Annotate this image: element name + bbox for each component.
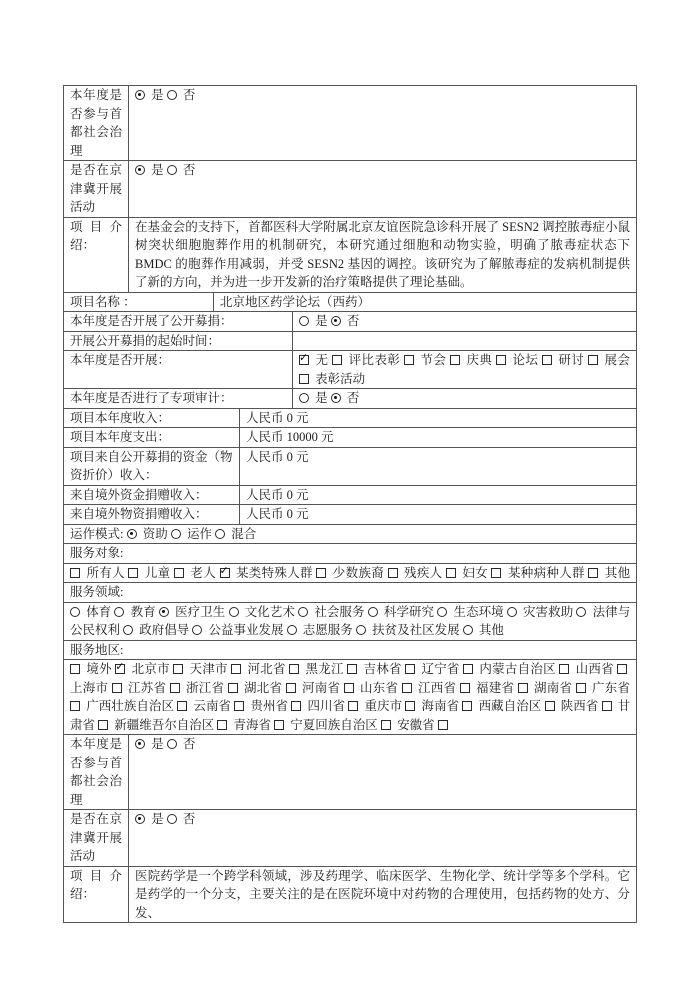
radio-icon <box>127 529 137 539</box>
option-label: 北京市 <box>131 662 170 676</box>
checkbox-icon <box>112 683 122 693</box>
radio-icon <box>171 529 181 539</box>
checkbox-icon <box>174 568 184 578</box>
option-label: 河北省 <box>247 662 286 676</box>
label-activities: 本年度是否开展： <box>64 351 293 388</box>
checkbox-icon <box>542 355 552 365</box>
radio-option[interactable] <box>463 623 504 637</box>
radio-option[interactable] <box>299 391 328 405</box>
option-label: 上海市 <box>70 680 109 695</box>
checkbox-icon <box>299 355 309 365</box>
label-service-target: 服务对象: <box>70 546 124 560</box>
option-label: 山西省 <box>575 662 614 676</box>
annual-expense-value: 人民币 10000 元 <box>246 430 334 444</box>
option-label: 内蒙古自治区 <box>479 662 556 676</box>
radio-option[interactable] <box>135 737 164 751</box>
radio-option[interactable] <box>368 605 434 619</box>
option-label: 天津市 <box>189 662 228 676</box>
radio-icon <box>135 814 145 824</box>
checkbox-icon <box>381 720 391 730</box>
row-special-audit <box>64 388 636 408</box>
radio-icon <box>159 607 169 617</box>
option-label: 湖南省 <box>534 680 573 695</box>
checkbox-option[interactable] <box>588 566 630 580</box>
checkbox-option[interactable] <box>542 353 584 367</box>
social-governance-options <box>129 735 636 809</box>
checkbox-icon <box>286 683 296 693</box>
radio-option[interactable] <box>331 391 360 405</box>
checkbox-option[interactable] <box>174 566 216 580</box>
label-project-intro: 项 目 介 绍： <box>64 218 129 292</box>
radio-option[interactable] <box>167 737 196 751</box>
label-operation-mode: 运作模式: <box>70 526 124 541</box>
checkbox-option[interactable] <box>217 718 271 732</box>
option-label: 境外 <box>86 662 112 676</box>
checkbox-option[interactable] <box>128 566 170 580</box>
radio-option[interactable] <box>70 605 111 619</box>
radio-icon <box>215 529 225 539</box>
radio-icon <box>167 165 177 175</box>
option-label: 老人 <box>190 565 217 580</box>
checkbox-icon <box>289 664 299 674</box>
option-label: 论坛 <box>512 353 539 367</box>
service-area-options <box>64 660 636 734</box>
public-fundraising-income-value: 人民币 0 元 <box>246 449 309 464</box>
row-fundraising-start-time <box>64 331 636 351</box>
option-label: 否 <box>182 737 196 751</box>
radio-option[interactable] <box>135 812 164 826</box>
checkbox-option[interactable] <box>70 699 174 713</box>
radio-icon <box>437 607 447 617</box>
radio-option[interactable] <box>167 88 196 102</box>
label-public-fundraising-income: 项目来自公开募捐的资金（物资折价）收入： <box>64 448 240 485</box>
option-label: 志愿服务 <box>302 623 353 637</box>
checkbox-icon <box>559 664 569 674</box>
option-label: 某类特殊人群 <box>235 565 313 580</box>
radio-icon <box>298 607 308 617</box>
option-label: 某种病种人群 <box>507 565 585 580</box>
checkbox-option[interactable] <box>332 353 400 367</box>
checkbox-icon <box>228 683 238 693</box>
option-label: 是 <box>315 314 328 328</box>
option-label: 教育 <box>130 604 156 619</box>
option-label: 河南省 <box>302 680 341 695</box>
checkbox-icon <box>496 355 506 365</box>
checkbox-icon <box>299 374 309 384</box>
option-label: 法律与公民权利 <box>70 604 631 637</box>
checkbox-option[interactable] <box>115 662 170 676</box>
checkbox-icon <box>450 355 460 365</box>
checkbox-icon <box>220 568 230 578</box>
radio-icon <box>135 739 145 749</box>
checkbox-icon <box>170 683 180 693</box>
checkbox-option[interactable] <box>98 718 214 732</box>
label-jingjinji-activity: 是否在京津冀开展活动 <box>64 161 129 217</box>
radio-icon <box>167 739 177 749</box>
checkbox-icon <box>332 355 342 365</box>
option-label: 是 <box>315 391 328 405</box>
checkbox-option[interactable] <box>405 662 460 676</box>
radio-option[interactable] <box>135 88 164 102</box>
option-label: 其他 <box>604 565 631 580</box>
option-label: 节会 <box>420 353 447 367</box>
option-label: 妇女 <box>462 565 489 580</box>
checkbox-icon <box>344 683 354 693</box>
checkbox-option[interactable] <box>388 566 443 580</box>
option-label: 甘肃省 <box>70 699 631 732</box>
checkbox-option[interactable] <box>545 699 599 713</box>
checkbox-option[interactable] <box>463 662 556 676</box>
checkbox-option[interactable] <box>289 662 344 676</box>
radio-icon <box>356 625 366 635</box>
checkbox-icon <box>70 664 80 674</box>
row-operation-mode <box>64 524 636 544</box>
option-label: 云南省 <box>193 699 232 713</box>
checkbox-icon <box>291 701 301 711</box>
checkbox-option[interactable] <box>588 353 630 367</box>
checkbox-option[interactable] <box>491 566 584 580</box>
option-label: 否 <box>346 391 360 405</box>
operation-mode-cell <box>64 525 636 544</box>
radio-option[interactable] <box>167 812 196 826</box>
radio-option[interactable] <box>123 623 189 637</box>
option-label: 残疾人 <box>404 565 443 580</box>
radio-option[interactable] <box>114 605 155 619</box>
radio-icon <box>135 165 145 175</box>
checkbox-icon <box>491 568 501 578</box>
label-service-field: 服务领域: <box>70 585 124 599</box>
checkbox-option[interactable] <box>299 372 365 386</box>
option-label: 所有人 <box>86 565 125 580</box>
overseas-fund-income-value: 人民币 0 元 <box>246 487 309 502</box>
checkbox-option[interactable] <box>460 681 515 695</box>
radio-icon <box>576 607 586 617</box>
radio-option[interactable] <box>287 623 353 637</box>
checkbox-icon <box>316 568 326 578</box>
checkbox-option[interactable] <box>299 353 329 367</box>
checkbox-option[interactable] <box>344 681 399 695</box>
option-label: 江苏省 <box>128 680 167 695</box>
checkbox-option[interactable] <box>228 681 283 695</box>
checkbox-icon <box>446 568 456 578</box>
option-label: 否 <box>182 88 196 102</box>
checkbox-option[interactable] <box>286 681 341 695</box>
checkbox-icon <box>128 568 138 578</box>
special-audit-options <box>293 389 636 408</box>
checkbox-icon <box>234 701 244 711</box>
label-fundraising-start-time: 开展公开募捐的起始时间： <box>64 332 293 351</box>
option-label: 扶贫及社区发展 <box>372 623 460 637</box>
checkbox-icon <box>274 720 284 730</box>
option-label: 是 <box>151 88 164 102</box>
radio-icon <box>114 607 124 617</box>
radio-icon <box>167 90 177 100</box>
row-service-field-label <box>64 582 636 602</box>
option-label: 资助 <box>142 526 168 541</box>
checkbox-icon <box>388 568 398 578</box>
option-label: 山东省 <box>360 680 399 695</box>
option-label: 社会服务 <box>314 604 365 619</box>
row-service-area-label <box>64 640 636 660</box>
checkbox-icon <box>588 355 598 365</box>
checkbox-icon <box>231 664 241 674</box>
option-label: 体育 <box>86 604 112 619</box>
checkbox-icon <box>617 664 627 674</box>
checkbox-icon <box>463 664 473 674</box>
option-label: 吉林省 <box>363 662 402 676</box>
row-jingjinji-top <box>64 160 636 217</box>
radio-icon <box>331 316 341 326</box>
checkbox-icon <box>98 720 108 730</box>
option-label: 表彰活动 <box>315 371 366 386</box>
checkbox-option[interactable] <box>316 566 384 580</box>
label-project-name: 项目名称 ： <box>64 293 214 312</box>
label-annual-expense: 项目本年度支出： <box>64 428 240 447</box>
checkbox-option[interactable] <box>274 718 378 732</box>
option-label: 展会 <box>604 353 630 367</box>
checkbox-option[interactable] <box>177 699 231 713</box>
checkbox-option[interactable] <box>404 353 446 367</box>
option-label: 浙江省 <box>186 680 225 695</box>
radio-option[interactable] <box>135 163 164 177</box>
radio-option[interactable] <box>507 605 573 619</box>
checkbox-option[interactable] <box>402 681 457 695</box>
checkbox-option[interactable] <box>518 681 573 695</box>
radio-option[interactable] <box>171 527 212 541</box>
checkbox-icon <box>173 664 183 674</box>
label-jingjinji-activity: 是否在京津冀开展活动 <box>64 810 129 866</box>
radio-icon <box>299 316 309 326</box>
row-service-target-options <box>64 563 636 583</box>
project-name-value: 北京地区药学论坛（西药） <box>220 294 371 309</box>
row-social-governance-top <box>64 86 636 160</box>
option-label: 宁夏回族自治区 <box>290 717 378 732</box>
radio-option[interactable] <box>127 527 168 541</box>
checkbox-icon <box>404 355 414 365</box>
row-annual-income <box>64 408 636 428</box>
option-label: 广东省 <box>592 680 630 695</box>
radio-option[interactable] <box>298 605 364 619</box>
radio-icon <box>70 607 80 617</box>
activities-options <box>293 351 636 388</box>
checkbox-icon <box>348 701 358 711</box>
option-label: 辽宁省 <box>421 662 460 676</box>
row-activities-carried-out <box>64 350 636 388</box>
checkbox-option[interactable] <box>450 353 492 367</box>
checkbox-icon <box>518 683 528 693</box>
checkbox-option[interactable] <box>70 662 112 676</box>
checkbox-option[interactable] <box>173 662 228 676</box>
checkbox-icon <box>402 683 412 693</box>
checkbox-icon <box>545 701 555 711</box>
option-label: 重庆市 <box>364 699 403 713</box>
option-label: 福建省 <box>476 680 515 695</box>
checkbox-option[interactable] <box>291 699 345 713</box>
label-social-governance: 本年度是否参与首都社会治理 <box>64 735 129 809</box>
fundraising-start-time-value[interactable] <box>293 332 636 351</box>
option-label: 其他 <box>478 623 504 637</box>
project-intro-text: 在基金会的支持下，首都医科大学附属北京友谊医院急诊科开展了 SESN2 调控脓毒症小鼠树突状细胞胞葬作用的机制研究，本研究通过细胞和动物实验，明确了脓毒症状态下 BMDC 的胞葬作用减弱，并受 SESN2 基因的调控。该研究为了解脓毒症的发病机制提供了新的方向，并为进一步开发新的治疗策略提供了理论基础。 <box>135 219 630 289</box>
option-label: 西藏自治区 <box>478 699 542 713</box>
radio-icon <box>507 607 517 617</box>
option-label: 评比表彰 <box>348 353 401 367</box>
option-label: 无 <box>315 353 329 367</box>
option-label: 研讨 <box>558 353 585 367</box>
checkbox-icon <box>177 701 187 711</box>
checkbox-icon <box>405 664 415 674</box>
checkbox-option[interactable] <box>170 681 225 695</box>
row-service-field-options <box>64 602 636 640</box>
overseas-goods-income-value: 人民币 0 元 <box>246 507 309 521</box>
checkbox-icon <box>70 701 80 711</box>
radio-option[interactable] <box>159 605 225 619</box>
option-label: 黑龙江 <box>305 662 344 676</box>
option-label: 灾害救助 <box>523 604 574 619</box>
row-public-fundraising-income <box>64 447 636 485</box>
annual-report-form-table <box>63 85 637 923</box>
option-label: 贵州省 <box>250 699 289 713</box>
option-label: 四川省 <box>307 699 346 713</box>
label-overseas-goods-income: 来自境外物资捐赠收入： <box>64 505 240 524</box>
checkbox-option[interactable] <box>347 662 402 676</box>
checkbox-option[interactable] <box>112 681 167 695</box>
row-social-governance-bottom <box>64 734 636 809</box>
checkbox-icon <box>405 701 415 711</box>
option-label: 文化艺术 <box>244 604 295 619</box>
option-label: 安徽省 <box>397 717 435 732</box>
checkbox-icon <box>115 664 125 674</box>
checkbox-icon <box>602 701 612 711</box>
checkbox-option[interactable] <box>70 566 125 580</box>
row-project-intro-bottom <box>64 866 636 923</box>
row-jingjinji-bottom <box>64 809 636 866</box>
checkbox-icon <box>460 683 470 693</box>
project-intro-text: 医院药学是一个跨学科领域，涉及药理学、临床医学、生物化学、统计学等多个学科。它是药学的一个分支，主要关注的是在医院环境中对药物的合理使用，包括药物的处方、分发、 <box>135 868 630 920</box>
option-label: 是 <box>151 163 164 177</box>
option-label: 陕西省 <box>560 699 599 713</box>
checkbox-icon <box>438 720 448 730</box>
option-label: 湖北省 <box>244 680 283 695</box>
radio-option[interactable] <box>192 623 283 637</box>
checkbox-option[interactable] <box>446 566 488 580</box>
option-label: 生态环境 <box>453 604 504 619</box>
option-label: 混合 <box>231 526 257 541</box>
radio-option[interactable] <box>331 314 360 328</box>
radio-option[interactable] <box>437 605 503 619</box>
checkbox-icon <box>576 683 586 693</box>
radio-icon <box>167 814 177 824</box>
checkbox-icon <box>588 568 598 578</box>
row-overseas-goods-income <box>64 504 636 524</box>
radio-icon <box>287 625 297 635</box>
radio-icon <box>299 393 309 403</box>
checkbox-option[interactable] <box>348 699 402 713</box>
radio-option[interactable] <box>215 527 256 541</box>
option-label: 青海省 <box>233 717 272 732</box>
jingjinji-options <box>129 161 636 217</box>
radio-icon <box>368 607 378 617</box>
radio-option[interactable] <box>299 314 328 328</box>
option-label: 政府倡导 <box>139 623 190 637</box>
label-annual-income: 项目本年度收入： <box>64 409 240 428</box>
row-service-area-options <box>64 659 636 734</box>
row-project-intro-top <box>64 217 636 292</box>
checkbox-option[interactable] <box>438 718 451 732</box>
checkbox-option[interactable] <box>405 699 459 713</box>
checkbox-option[interactable] <box>559 662 614 676</box>
option-label: 否 <box>346 314 360 328</box>
option-label: 是 <box>151 737 164 751</box>
jingjinji-options <box>129 810 636 866</box>
service-target-options <box>64 564 636 583</box>
row-overseas-fund-income <box>64 485 636 505</box>
radio-option[interactable] <box>356 623 460 637</box>
label-public-fundraising: 本年度是否开展了公开募捐： <box>64 312 293 331</box>
checkbox-option[interactable] <box>576 681 630 695</box>
option-label: 公益事业发展 <box>208 623 284 637</box>
public-fundraising-options <box>293 312 636 331</box>
radio-option[interactable] <box>229 605 295 619</box>
option-label: 运作 <box>187 526 213 541</box>
option-label: 广西壮族自治区 <box>86 699 175 713</box>
option-label: 医疗卫生 <box>175 604 226 619</box>
row-public-fundraising <box>64 311 636 331</box>
option-label: 新疆维吾尔自治区 <box>114 717 215 732</box>
option-label: 海南省 <box>421 699 460 713</box>
checkbox-option[interactable] <box>234 699 288 713</box>
radio-icon <box>463 625 473 635</box>
radio-icon <box>229 607 239 617</box>
option-label: 庆典 <box>466 353 493 367</box>
label-overseas-fund-income: 来自境外资金捐赠收入： <box>64 486 240 505</box>
radio-icon <box>135 90 145 100</box>
checkbox-icon <box>70 568 80 578</box>
radio-option[interactable] <box>167 163 196 177</box>
label-special-audit: 本年度是否进行了专项审计： <box>64 389 293 408</box>
checkbox-option[interactable] <box>231 662 286 676</box>
checkbox-icon <box>217 720 227 730</box>
annual-income-value: 人民币 0 元 <box>246 410 309 425</box>
row-service-target-label <box>64 543 636 563</box>
operation-mode-options <box>127 527 257 541</box>
checkbox-icon <box>462 701 472 711</box>
checkbox-option[interactable] <box>220 566 313 580</box>
checkbox-option[interactable] <box>462 699 541 713</box>
label-social-governance: 本年度是否参与首都社会治理 <box>64 86 129 160</box>
service-field-options <box>64 603 636 640</box>
option-label: 科学研究 <box>383 604 435 619</box>
option-label: 儿童 <box>144 565 171 580</box>
label-service-area: 服务地区: <box>70 642 124 657</box>
checkbox-icon <box>347 664 357 674</box>
checkbox-option[interactable] <box>381 718 435 732</box>
option-label: 少数族裔 <box>332 565 385 580</box>
option-label: 否 <box>182 812 196 826</box>
radio-icon <box>192 625 202 635</box>
option-label: 否 <box>182 163 196 177</box>
label-project-intro: 项 目 介 绍： <box>64 867 129 923</box>
radio-icon <box>123 625 133 635</box>
option-label: 江西省 <box>418 680 457 695</box>
option-label: 是 <box>151 812 164 826</box>
social-governance-options <box>129 86 636 160</box>
row-annual-expense <box>64 427 636 447</box>
radio-icon <box>331 393 341 403</box>
row-project-name <box>64 292 636 312</box>
checkbox-option[interactable] <box>496 353 538 367</box>
